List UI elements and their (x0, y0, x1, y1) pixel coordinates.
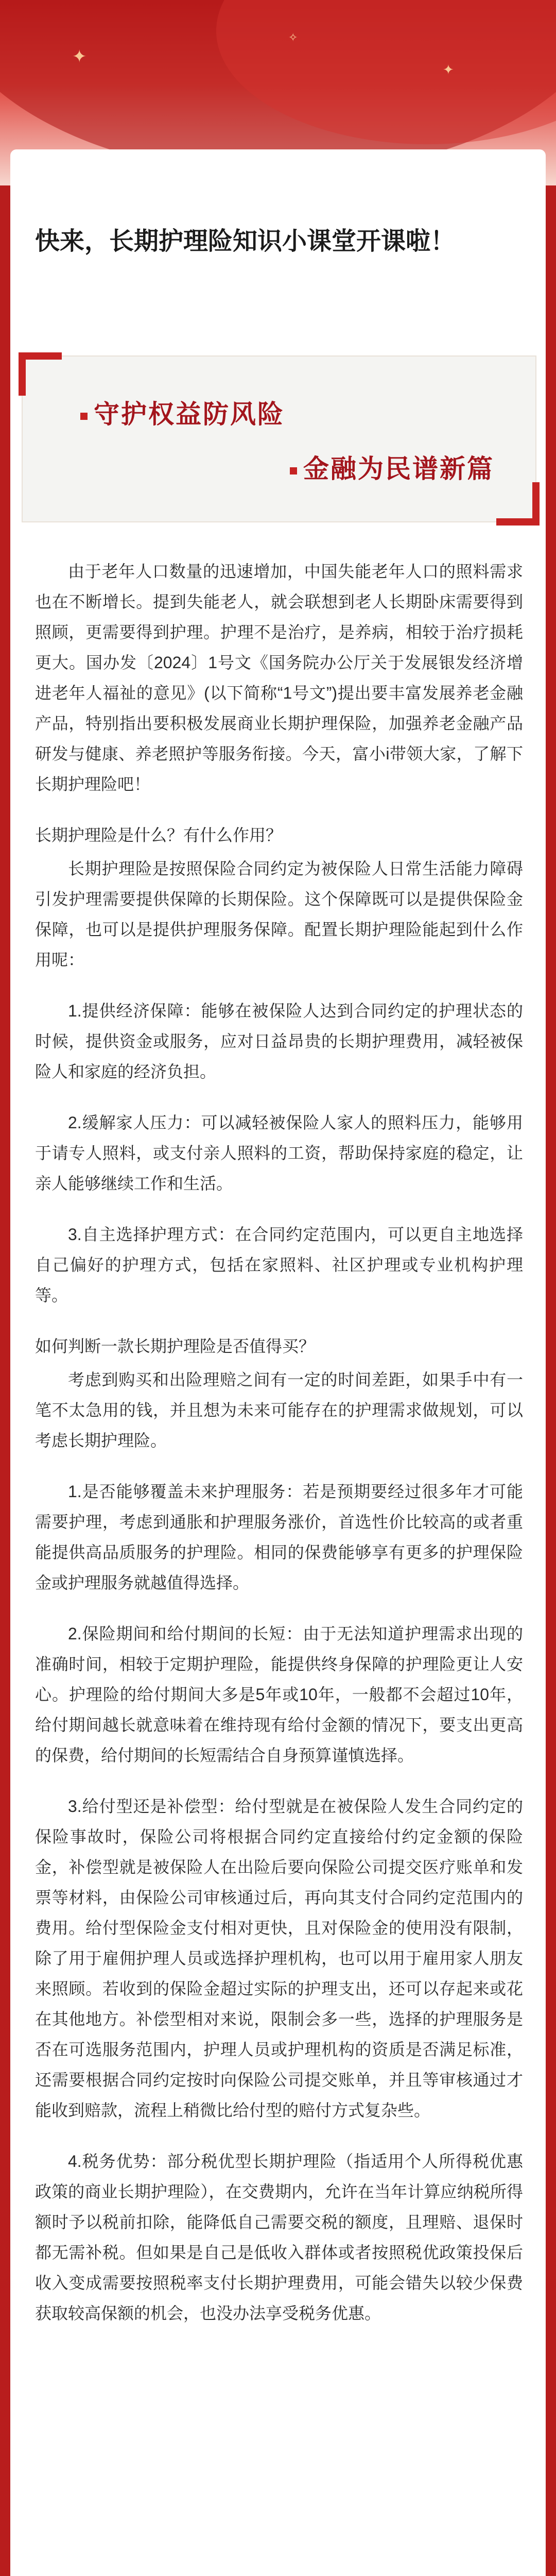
section-question: 长期护理险是什么？有什么作用？ (35, 826, 283, 844)
list-item: 1.是否能够覆盖未来护理服务：若是预期要经过很多年才可能需要护理，考虑到通胀和护理服务涨价，首选性价比较高的或者重能提供高品质服务的护理险。相同的保费能够享有更多的护理保险金或护理服务就越值得选择。 (35, 1482, 523, 1592)
list-item: 3.给付型还是补偿型：给付型就是在被保险人发生合同约定的保险事故时，保险公司将根据合同约定直接给付约定金额的保险金，补偿型就是被保险人在出险后要向保险公司提交医疗账单和发票等材料，由保险公司审核通过后，再向其支付合同约定范围内的费用。给付型保险金支付相对更快，且对保险金的使用没有限制，除了用于雇佣护理人员或选择护理机构，也可以用于雇用家人朋友来照顾。若收到的保险金超过实际的护理支出，还可以存起来或花在其他地方。补偿型相对来说，限制会多一些，选择的护理服务是否在可选服务范围内，护理人员或护理机构的资质是否满足标准，还需要根据合同约定按时向保险公司提交账单，并且等审核通过才能收到赔款，流程上稍微比给付型的赔付方式复杂些。 (35, 1797, 523, 2120)
panel-title-line2 (290, 448, 494, 485)
list-item: 2.保险期间和给付期间的长短：由于无法知道护理需求出现的准确时间，相较于定期护理险，能提供终身保障的护理险更让人安心。护理险的给付期间大多是5年或10年，一般都不会超过10年，给付期间越长就意味着在维持现有给付金额的情况下，要支出更高的保费，给付期间的长短需结合自身预算谨慎选择。 (35, 1624, 523, 1765)
section-question: 如何判断一款长期护理险是否值得买？ (35, 1337, 316, 1355)
corner-decoration (496, 482, 540, 526)
list-item: 2.缓解家人压力：可以减轻被保险人家人的照料压力，能够用于请专人照料，或支付亲人照料的工资，帮助保持家庭的稳定，让亲人能够继续工作和生活。 (35, 1113, 523, 1193)
panel-title-text: 守护权益防风险 (94, 400, 285, 429)
article-body (35, 556, 523, 2349)
square-bullet-icon (80, 413, 88, 420)
panel-title-line1 (80, 394, 285, 431)
intro-paragraph: 由于老年人口数量的迅速增加，中国失能老年人口的照料需求也在不断增长。提到失能老人，就会联想到老人长期卧床需要得到照顾，更需要得到护理。护理不是治疗，是养病，相较于治疗损耗更大。国办发〔2024〕1号文《国务院办公厅关于发展银发经济增进老年人福祉的意见》(以下简称“1号文”)提出要丰富发展养老金融产品，特别指出要积极发展商业长期护理保险，加强养老金融产品研发与健康、养老照护等服务衔接。今天，富小i带领大家，了解下长期护理险吧！ (35, 562, 523, 793)
sparkle-icon: ✧ (288, 31, 298, 44)
page-title: 快来，长期护理险知识小课堂开课啦！ (35, 228, 456, 255)
corner-decoration (19, 352, 62, 396)
panel-title-text: 金融为民谱新篇 (303, 454, 494, 483)
list-item: 3.自主选择护理方式：在合同约定范围内，可以更自主地选择自己偏好的护理方式，包括在家照料、社区护理或专业机构护理等。 (35, 1225, 523, 1304)
square-bullet-icon (290, 467, 297, 474)
section-answer: 考虑到购买和出险理赔之间有一定的时间差距，如果手中有一笔不太急用的钱，并且想为未来可能存在的护理需求做规划，可以考虑长期护理险。 (35, 1370, 523, 1450)
sparkle-icon: ✦ (443, 62, 454, 77)
title-panel (22, 355, 536, 522)
section-answer: 长期护理险是按照保险合同约定为被保险人日常生活能力障碍引发护理需要提供保障的长期保险。这个保障既可以是提供保险金保障，也可以是提供护理服务保障。配置长期护理险能起到什么作用呢： (35, 859, 523, 969)
list-item: 4.税务优势：部分税优型长期护理险（指适用个人所得税优惠政策的商业长期护理险），在交费期内，允许在当年计算应纳税所得额时予以税前扣除，能降低自己需要交税的额度，且理赔、退保时都无需补税。但如果是自己是低收入群体或者按照税优政策投保后收入变成需要按照税率支付长期护理费用，可能会错失以较少保费获取较高保额的机会，也没办法享受税务优惠。 (35, 2152, 523, 2323)
sparkle-icon: ✦ (72, 47, 87, 66)
list-item: 1.提供经济保障：能够在被保险人达到合同约定的护理状态的时候，提供资金或服务，应对日益昂贵的长期护理费用，减轻被保险人和家庭的经济负担。 (35, 1002, 523, 1081)
